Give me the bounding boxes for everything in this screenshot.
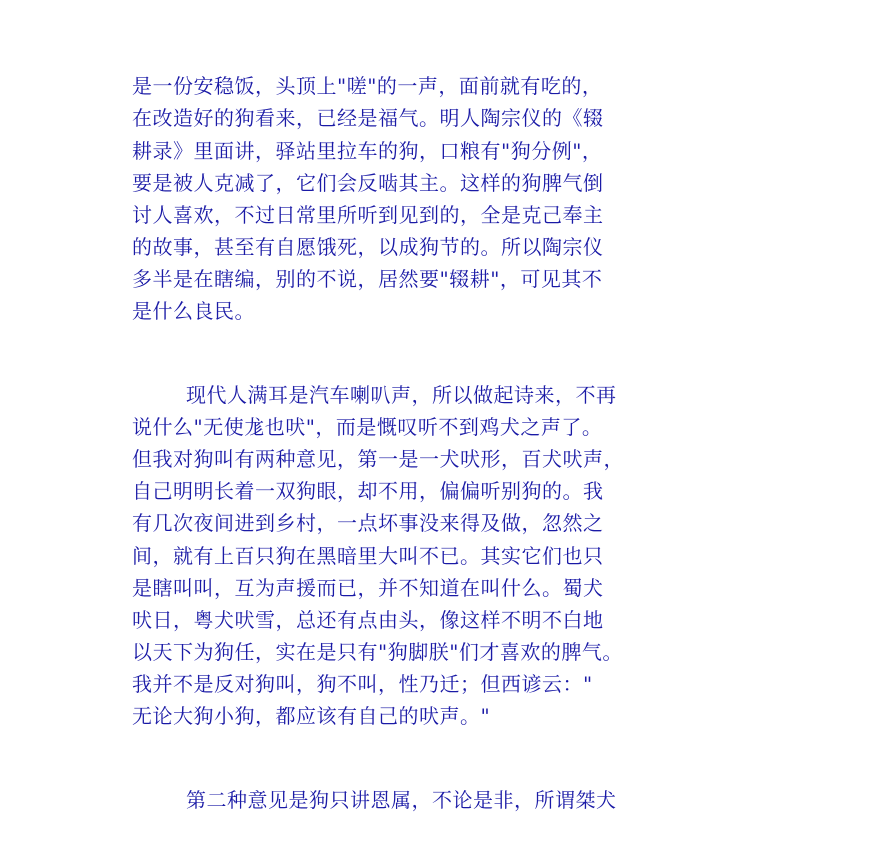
text-line: 是一份安稳饭，头顶上"嗟"的一声，面前就有吃的， xyxy=(132,74,603,98)
text-line: 多半是在瞎编，别的不说，居然要"辍耕"，可见其不 xyxy=(132,267,603,291)
text-line: 是什么良民。 xyxy=(132,299,255,323)
text-line: 第二种意见是狗只讲恩属，不论是非，所谓桀犬 xyxy=(186,788,617,812)
text-line: 但我对狗叫有两种意见，第一是一犬吠形，百犬吠声， xyxy=(132,447,624,471)
text-line: 要是被人克减了，它们会反啮其主。这样的狗脾气倒 xyxy=(132,171,604,195)
text-line: 讨人喜欢，不过日常里所听到见到的，全是克己奉主 xyxy=(132,203,604,227)
text-line: 在改造好的狗看来，已经是福气。明人陶宗仪的《辍 xyxy=(132,106,604,130)
text-line: 现代人满耳是汽车喇叭声，所以做起诗来，不再 xyxy=(186,383,617,407)
text-line: 是瞎叫叫，互为声援而已，并不知道在叫什么。蜀犬 xyxy=(132,576,604,600)
text-line: 以天下为狗任，实在是只有"狗脚朕"们才喜欢的脾气。 xyxy=(132,640,623,664)
text-line: 无论大狗小狗，都应该有自己的吠声。" xyxy=(132,704,491,728)
text-line: 耕录》里面讲，驿站里拉车的狗，口粮有"狗分例"， xyxy=(132,139,603,163)
text-line: 说什么"无使尨也吠"，而是慨叹听不到鸡犬之声了。 xyxy=(132,415,603,439)
text-line: 自己明明长着一双狗眼，却不用，偏偏听别狗的。我 xyxy=(132,479,604,503)
text-line: 间，就有上百只狗在黑暗里大叫不已。其实它们也只 xyxy=(132,544,604,568)
text-line: 的故事，甚至有自愿饿死，以成狗节的。所以陶宗仪 xyxy=(132,235,604,259)
text-line: 我并不是反对狗叫，狗不叫，性乃迁；但西谚云：" xyxy=(132,672,593,696)
text-line: 吠日，粤犬吠雪，总还有点由头，像这样不明不白地 xyxy=(132,608,604,632)
text-line: 有几次夜间进到乡村，一点坏事没来得及做，忽然之 xyxy=(132,511,604,535)
